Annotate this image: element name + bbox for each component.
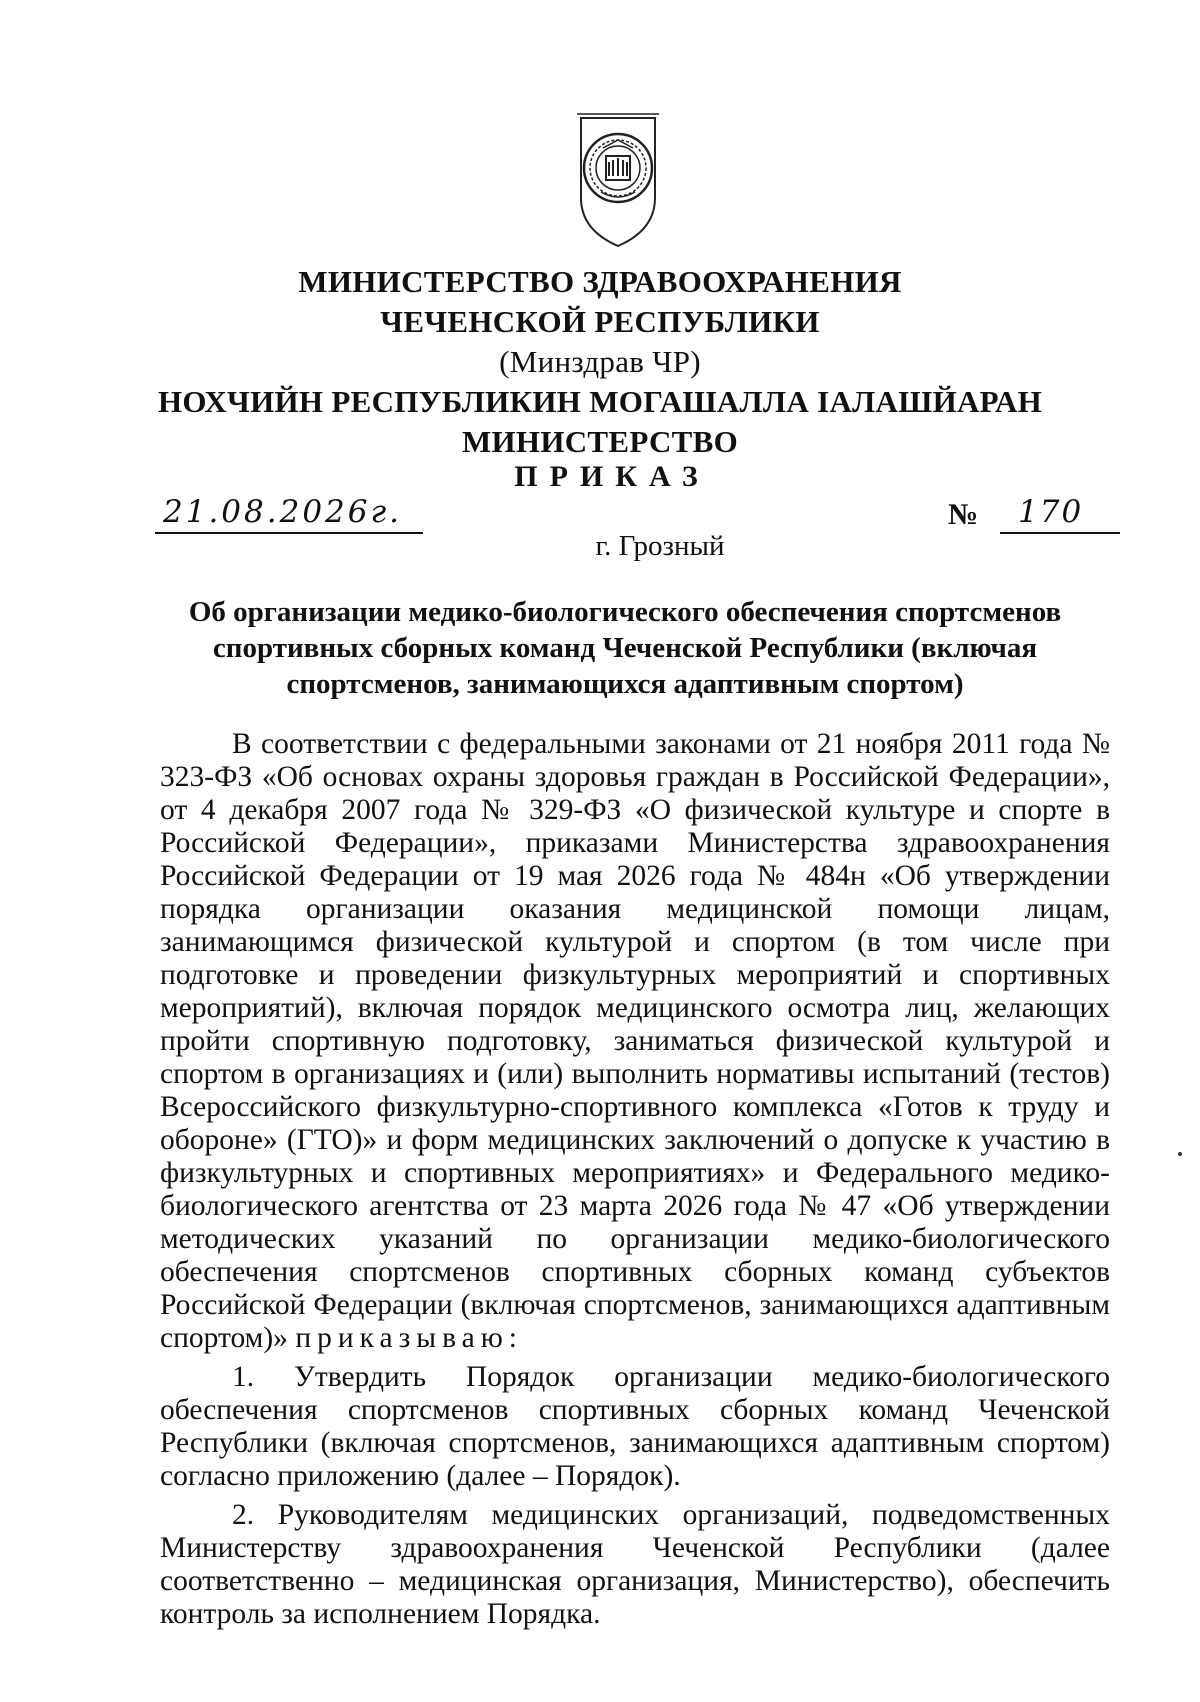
- ministry-name-line2: ЧЕЧЕНСКОЙ РЕСПУБЛИКИ: [380, 304, 820, 339]
- order-date-field: [155, 492, 423, 534]
- order-subject: [160, 594, 1090, 702]
- preamble-text: В соответствии с федеральными законами от 21 ноября 2011 года № 323-ФЗ «Об основах охраны здоровья граждан в Российской Федерации», от 4 декабря 2007 года № 329-ФЗ «О физической культуре и спорте в Российской Федерации», приказами Министерства здравоохранения Российской Федерации от 19 мая 2026 года № 484н «Об утверждении порядка организации оказания медицинской помощи лицам, занимающимся физической культурой и спортом (в том числе при подготовке и проведении физкультурных мероприятий и спортивных мероприятий), включая порядок медицинского осмотра лиц, желающих пройти спортивную подготовку, заниматься физической культурой и спортом в организациях и (или) выполнить нормативы испытаний (тестов) Всероссийского физкультурно-спортивного комплекса «Готов к труду и обороне» (ГТО)» и форм медицинских заключений о допуске к участию в физкультурных и спортивных мероприятиях» и Федерального медико-биологического агентства от 23 марта 2026 года № 47 «Об утверждении методических указаний по организации медико-биологического обеспечения спортсменов спортивных сборных команд субъектов Российской Федерации (включая спортсменов, занимающихся адаптивным спортом)»: [160, 728, 1110, 1354]
- coat-of-arms-icon: [573, 112, 663, 252]
- ministry-name-chechen-line1: НОХЧИЙН РЕСПУБЛИКИН МОГАШАЛЛА IАЛАШЙАРАН: [157, 384, 1043, 419]
- order-city: г. Грозный: [595, 530, 725, 562]
- ministry-name-chechen-line2: МИНИСТЕРСТВО: [461, 424, 739, 459]
- subject-line1: Об организации медико-биологического обеспечения спортсменов: [188, 596, 1062, 628]
- order-number: 170: [1018, 494, 1084, 530]
- subject-line2: спортивных сборных команд Чеченской Республики (включая: [212, 632, 1038, 664]
- command-word: приказываю:: [295, 1322, 523, 1354]
- ministry-header: [0, 262, 1200, 462]
- order-number-label: №: [948, 498, 979, 531]
- order-body: [160, 728, 1110, 1631]
- ministry-name-line1: МИНИСТЕРСТВО ЗДРАВООХРАНЕНИЯ: [298, 264, 902, 299]
- order-title: ПРИКАЗ: [514, 460, 710, 493]
- scan-speck: [1178, 1152, 1182, 1156]
- preamble-paragraph: [160, 728, 1110, 1355]
- order-number-field: [1000, 492, 1120, 534]
- item-2: 2. Руководителям медицинских организаций, подведомственных Министерству здравоохранения Чеченской Республики (далее соответственно – медицинская организация, Министерство), обеспечить контроль за исполнением Порядка.: [160, 1499, 1110, 1630]
- subject-line3: спортсменов, занимающихся адаптивным спортом): [286, 668, 964, 700]
- item-1: 1. Утвердить Порядок организации медико-биологического обеспечения спортсменов спортивных сборных команд Чеченской Республики (включая спортсменов, занимающихся адаптивным спортом) согласно приложению (далее – Порядок).: [160, 1361, 1110, 1492]
- ministry-abbreviation: (Минздрав ЧР): [499, 344, 701, 379]
- order-date: 21.08.2026г.: [163, 494, 403, 530]
